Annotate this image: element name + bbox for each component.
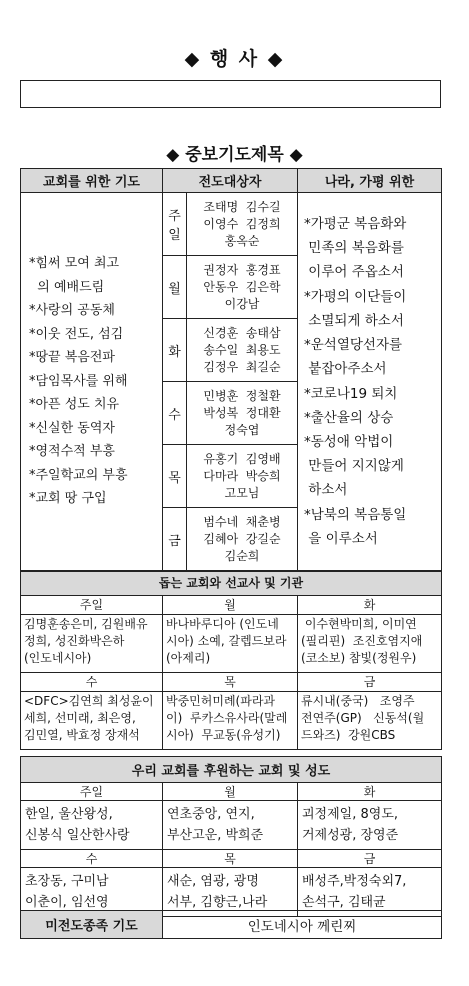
entry-line: 새순, 염광, 광명: [167, 874, 259, 889]
church-prayer-item: *신실한 동역자: [29, 420, 115, 436]
evangelism-day: 주 일: [163, 193, 187, 256]
nation-prayer-item: 을 이루소서: [304, 530, 378, 547]
evangelism-name-line: 홍옥순: [224, 233, 260, 248]
evangelism-name-line: 유홍기 김영배: [203, 451, 281, 466]
entry-line: 서부, 김향근,나라: [167, 895, 268, 910]
day-label: 수: [21, 673, 163, 692]
nation-prayer-item: *코로나19 퇴치: [304, 385, 398, 402]
evangelism-names: [187, 256, 298, 319]
entry-line: 세희, 선미래, 최은영,: [24, 711, 136, 725]
entry-line: 한일, 울산왕성,: [25, 807, 113, 822]
evangelism-name-line: 김혜아 강길순: [203, 531, 281, 546]
mission-label: 미전도종족 기도: [21, 911, 163, 939]
entry-line: (인도네시아): [24, 651, 92, 665]
nation-prayer-list: [298, 193, 442, 571]
entry-line: 괴정제일, 8영도,: [302, 807, 399, 822]
entry-line: 이수현박미희, 이미연: [301, 617, 417, 631]
entry-cell: [163, 692, 298, 750]
evangelism-names: [187, 382, 298, 445]
evangelism-names: [187, 193, 298, 256]
church-prayer-item: *사랑의 공동체: [29, 303, 115, 319]
prayer-table: [20, 168, 442, 571]
entry-line: 부산고운, 박희준: [167, 828, 264, 843]
evangelism-day: 목: [163, 445, 187, 508]
support-table: [20, 571, 442, 750]
day-label: 금: [298, 673, 442, 692]
evangelism-name-line: 안동우 김은학: [203, 279, 281, 294]
evangelism-name-line: 범수네 채춘병: [203, 514, 281, 529]
nation-prayer-item: *남북의 복음통일: [304, 506, 407, 523]
entry-line: 정희, 성진화박은하: [24, 634, 125, 648]
entry-line: 김명훈송은미, 김원배유: [24, 617, 148, 631]
church-prayer-item: *주일학교의 부흥: [29, 467, 128, 483]
evangelism-names: [187, 319, 298, 382]
evangelism-name-line: 박성복 정대환: [203, 405, 281, 420]
nation-prayer-item: 소멸되게 하소서: [304, 312, 404, 329]
entry-cell: [163, 615, 298, 673]
entry-cell: [163, 801, 298, 850]
entry-cell: [21, 615, 163, 673]
entry-cell: [21, 801, 163, 850]
sponsor-title: 우리 교회를 후원하는 교회 및 성도: [21, 757, 442, 783]
day-label: 목: [163, 850, 298, 868]
day-label: 주일: [21, 783, 163, 801]
day-label: 금: [298, 850, 442, 868]
nation-prayer-item: 붙잡아주소서: [304, 361, 387, 378]
church-prayer-item: *영적수적 부흥: [29, 444, 115, 460]
evangelism-name-line: 이영수 김정희: [203, 216, 281, 231]
day-label: 목: [163, 673, 298, 692]
event-box: [20, 80, 441, 108]
evangelism-name-line: 신경훈 송태삼: [203, 325, 281, 340]
entry-line: 손석구, 김태균: [302, 895, 386, 910]
church-prayer-item: *담임목사를 위해: [29, 373, 128, 389]
nation-prayer-item: *운석열당선자를: [304, 337, 403, 354]
day-label: 수: [21, 850, 163, 868]
entry-cell: [298, 692, 442, 750]
entry-line: 배성주,박정숙외7,: [302, 874, 407, 889]
entry-line: 이) 루카스유사라(말레: [166, 711, 288, 725]
entry-cell: [298, 615, 442, 673]
evangelism-name-line: 이강남: [224, 296, 260, 311]
header-church-prayer: 교회를 위한 기도: [21, 169, 163, 193]
day-label: 주일: [21, 596, 163, 615]
prayer-title: ◆ 중보기도제목 ◆: [166, 145, 303, 165]
evangelism-day: 월: [163, 256, 187, 319]
entry-line: 초장동, 구미남: [25, 874, 109, 889]
entry-line: 김민열, 박효정 장재석: [24, 728, 140, 742]
entry-cell: [21, 692, 163, 750]
mission-table: [20, 910, 442, 939]
support-title: 돕는 교회와 선교사 및 기관: [21, 572, 442, 596]
entry-cell: [298, 801, 442, 850]
day-label: 화: [298, 783, 442, 801]
church-prayer-item: *힘써 모여 최고: [29, 256, 120, 272]
evangelism-name-line: 고모님: [224, 485, 260, 500]
nation-prayer-item: 하소서: [304, 482, 348, 499]
header-evangelism: 전도대상자: [163, 169, 298, 193]
day-label: 월: [163, 596, 298, 615]
evangelism-name-line: 정숙엽: [224, 422, 260, 437]
nation-prayer-item: *가평의 이단들이: [304, 288, 407, 305]
sponsor-table: [20, 756, 442, 917]
evangelism-names: [187, 508, 298, 571]
church-prayer-item: *이웃 전도, 섬김: [29, 326, 124, 342]
nation-prayer-item: 이루어 주옵소서: [304, 264, 404, 281]
evangelism-day: 수: [163, 382, 187, 445]
entry-line: 시아) 소예, 갈렙드보라: [166, 634, 287, 648]
header-nation-prayer: 나라, 가평 위한: [298, 169, 442, 193]
mission-value: 인도네시아 께린찌: [163, 911, 442, 939]
entry-line: (아제리): [166, 651, 211, 665]
nation-prayer-item: 민족의 복음화를: [304, 240, 404, 257]
evangelism-day: 금: [163, 508, 187, 571]
evangelism-name-line: 김순희: [224, 548, 260, 563]
entry-line: (코소보) 참빛(정원우): [301, 651, 417, 665]
nation-prayer-item: *동성애 악법이: [304, 433, 394, 450]
church-prayer-item: *교회 땅 구입: [29, 491, 107, 507]
entry-line: 이춘이, 임선영: [25, 895, 109, 910]
day-label: 월: [163, 783, 298, 801]
evangelism-name-line: 권정자 홍경표: [203, 262, 281, 277]
entry-line: 연초중앙, 연지,: [167, 807, 255, 822]
church-prayer-item: 의 예배드림: [29, 279, 105, 295]
nation-prayer-item: *출산율의 상승: [304, 409, 394, 426]
entry-line: (필리핀) 조진호염지애: [301, 634, 423, 648]
church-prayer-item: *아픈 성도 치유: [29, 397, 120, 413]
day-label: 화: [298, 596, 442, 615]
church-prayer-item: *땅끝 복음전파: [29, 350, 115, 366]
evangelism-name-line: 조태명 김수길: [203, 199, 281, 214]
event-title: ◆ 행 사 ◆: [184, 48, 285, 70]
evangelism-name-line: 송수일 최용도: [203, 342, 281, 357]
evangelism-name-line: 김정우 최길순: [203, 359, 281, 374]
entry-line: 시아) 무교동(유성기): [166, 728, 281, 742]
nation-prayer-item: 만들어 지지않게: [304, 458, 404, 475]
entry-line: 드와즈) 강원CBS: [301, 728, 396, 742]
church-prayer-list: [21, 193, 163, 571]
entry-line: 바나바루디아 (인도네: [166, 617, 279, 631]
evangelism-day: 화: [163, 319, 187, 382]
entry-line: 류시내(중국) 조영주: [301, 694, 415, 708]
entry-line: 거제성광, 장영준: [302, 828, 399, 843]
evangelism-name-line: 민병훈 정철환: [203, 388, 281, 403]
evangelism-names: [187, 445, 298, 508]
entry-line: 전연주(GP) 신동석(월: [301, 711, 425, 725]
nation-prayer-item: *가평군 복음화와: [304, 216, 407, 233]
entry-line: 박중민허미례(파라과: [166, 694, 276, 708]
evangelism-name-line: 다마라 박승희: [203, 468, 281, 483]
entry-line: 신봉식 일산한사랑: [25, 828, 130, 843]
entry-line: <DFC>김연희 최성윤이: [24, 694, 154, 708]
